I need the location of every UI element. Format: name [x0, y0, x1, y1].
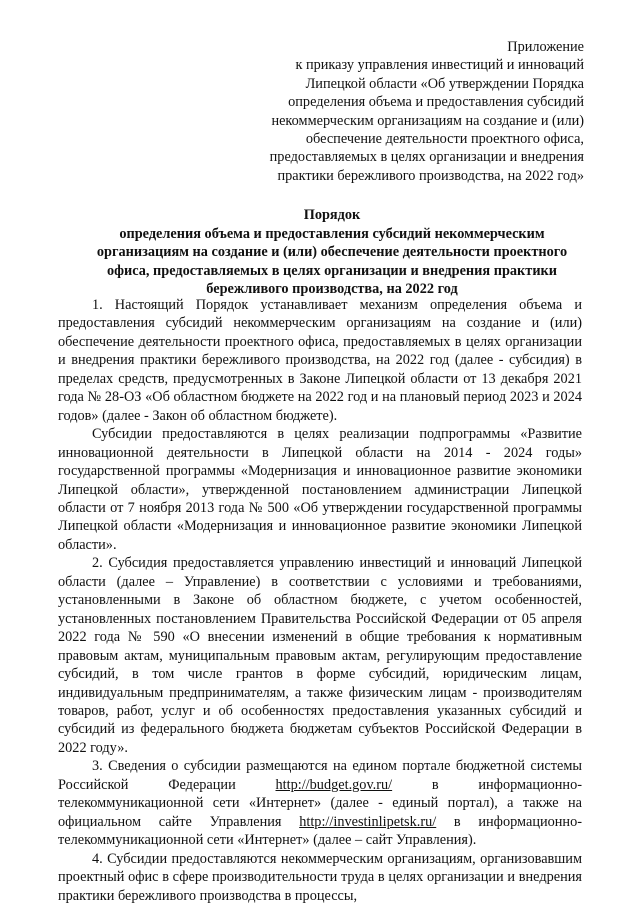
title-line: Порядок	[303, 207, 361, 223]
appendix-header	[204, 38, 584, 185]
appendix-line: предоставляемых в целях организации и внедрения	[269, 149, 584, 166]
title-line: офиса, предоставляемых в целях организации и внедрения практики	[106, 262, 558, 279]
paragraph-4	[58, 757, 582, 849]
document-body	[58, 296, 582, 905]
budget-portal-link[interactable]: http://budget.gov.ru/	[275, 776, 393, 793]
appendix-line: некоммерческим организациям на создание и (или)	[271, 112, 584, 129]
paragraph-3: 2. Субсидия предоставляется управлению инвестиций и инноваций Липецкой области (далее – Управление) в соответствии с условиями и требованиями, установленными в Законе об областном бюджете, с учетом особенностей, установленных постановлением Правительства Российской Федерации от 05 апреля 2022 года № 590 «О внесении изменений в общие требования к нормативным правовым актам, муниципальным правовым актам, регулирующим предоставление субсидий, в том числе грантов в форме субсидий, юридическим лицам, индивидуальным предпринимателям, а также физическим лицам - производителям товаров, работ, услуг и об особенностях предоставления указанных субсидий и субсидий из федерального бюджета бюджетам субъектов Российской Федерации в 2022 году».	[58, 555, 582, 756]
investinlipetsk-link[interactable]: http://investinlipetsk.ru/	[299, 813, 437, 830]
appendix-line: обеспечение деятельности проектного офиса,	[305, 131, 584, 148]
document-title	[70, 206, 594, 299]
paragraph-4-text-c: в информационно-телекоммуникационной сети «Интернет» (далее – сайт Управления).	[58, 813, 582, 849]
appendix-line: Липецкой области «Об утверждении Порядка	[305, 75, 584, 92]
paragraph-5: 4. Субсидии предоставляются некоммерческим организациям, организовавшим проектный офис в сфере производительности труда в целях организации и внедрения практики бережливого производства в процессы,	[58, 850, 582, 904]
paragraph-1: 1. Настоящий Порядок устанавливает механизм определения объема и предоставления субсидий некоммерческим организациям на создание и (или) обеспечение деятельности проектного офиса, предоставляемых в целях организации и внедрения практики бережливого производства, на 2022 год (далее - субсидия) в пределах средств, предусмотренных в Законе Липецкой области от 13 декабря 2021 года № 28-ОЗ «Об областном бюджете на 2022 год и на плановый период 2023 и 2024 годов» (далее - Закон об областном бюджете).	[58, 297, 582, 424]
title-line: определения объема и предоставления субсидий некоммерческим	[119, 225, 545, 242]
appendix-line: практики бережливого производства, на 2022 год»	[277, 167, 584, 184]
paragraph-4-text-a: 3. Сведения о субсидии размещаются на едином портале бюджетной системы Российской Федерации	[58, 758, 582, 793]
paragraph-4-text-b: в информационно-телекоммуникационной сети «Интернет» (далее - единый портал), а также на официальном сайте Управления	[58, 776, 582, 830]
title-line: организациям на создание и (или) обеспечение деятельности проектного	[96, 244, 568, 260]
appendix-line: к приказу управления инвестиций и инноваций	[295, 57, 584, 74]
appendix-line: Приложение	[507, 39, 584, 55]
paragraph-2: Субсидии предоставляются в целях реализации подпрограммы «Развитие инновационной деятельности в Липецкой области на 2014 - 2024 годы» государственной программы «Модернизация и инновационное развитие экономики Липецкой области», утвержденной постановлением администрации Липецкой области от 7 ноября 2013 года № 500 «Об утверждении государственной программы Липецкой области «Модернизация и инновационное развитие экономики Липецкой области».	[58, 426, 582, 553]
appendix-line: определения объема и предоставления субсидий	[288, 94, 584, 111]
title-line: бережливого производства, на 2022 год	[206, 281, 458, 297]
